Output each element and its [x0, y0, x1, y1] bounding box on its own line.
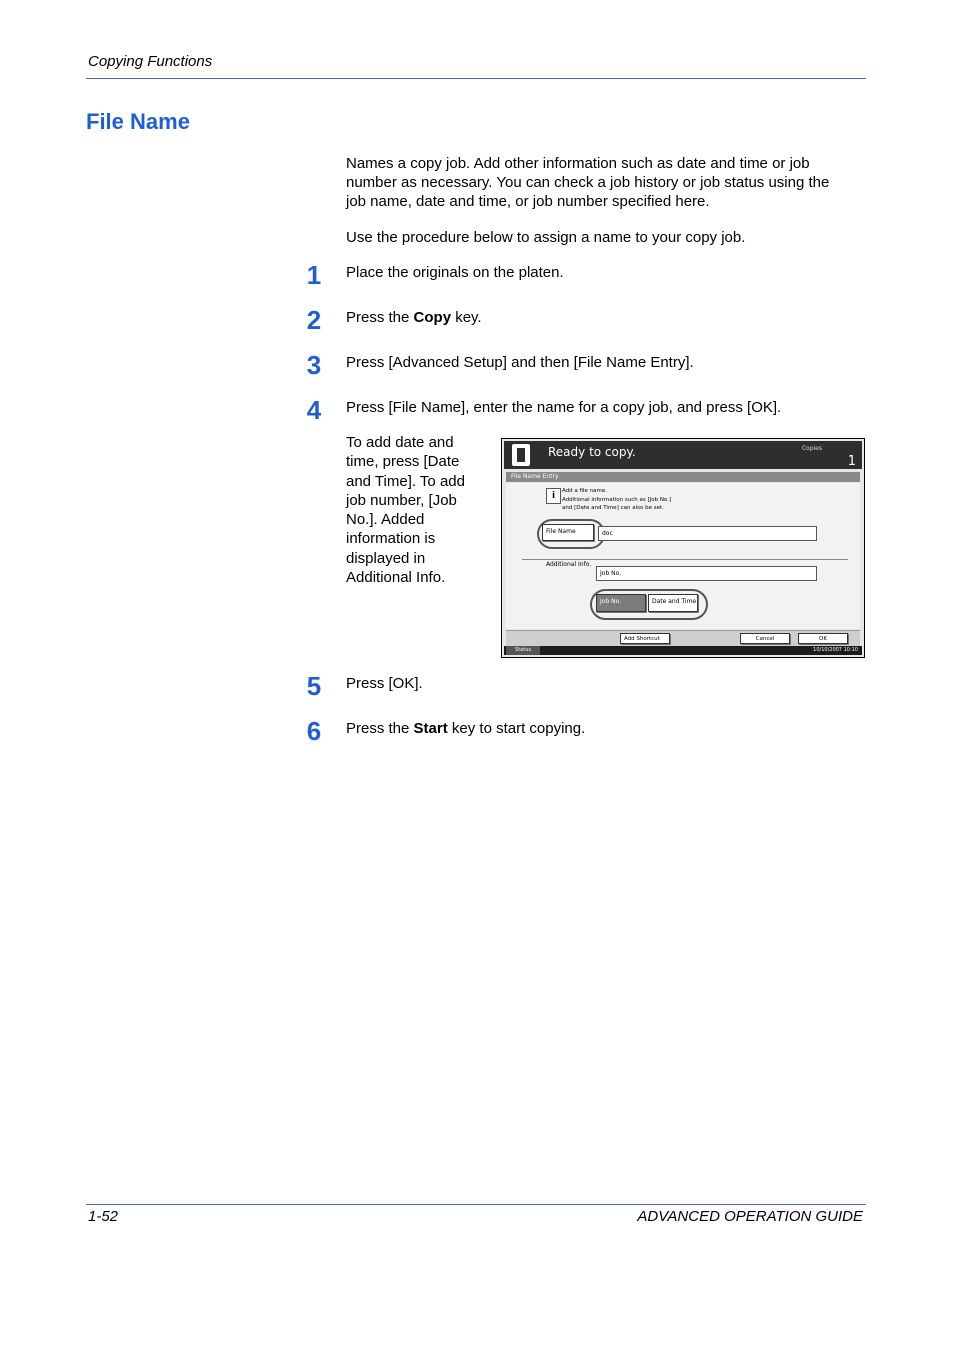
message-line: and [Date and Time] can also be set. [562, 505, 664, 511]
header-rule [86, 78, 866, 79]
additional-info-label: Additional Info. [546, 561, 592, 568]
date-and-time-button[interactable]: Date and Time [648, 594, 698, 612]
step-text-5: Press [OK]. [346, 675, 423, 692]
panel-status-bar [504, 441, 862, 469]
file-name-field[interactable]: doc [598, 526, 817, 541]
panel-body [506, 483, 860, 629]
intro-paragraph [346, 154, 866, 211]
additional-info-field: Job No. [596, 566, 817, 581]
note-line: To add date and [346, 434, 454, 451]
note-line: No.]. Added [346, 511, 425, 529]
add-shortcut-button[interactable]: Add Shortcut [620, 633, 670, 644]
panel-footer [504, 646, 862, 655]
panel-message [562, 487, 762, 513]
intro-line: Names a copy job. Add other information such as date and time or job [346, 155, 810, 172]
divider [522, 559, 848, 560]
copies-label: Copies [801, 445, 822, 452]
operation-panel-screenshot [501, 438, 865, 658]
step-text-4: Press [File Name], enter the name for a copy job, and press [OK]. [346, 399, 782, 416]
note-line: time, press [Date [346, 453, 460, 471]
step-number-2: 2 [306, 305, 322, 335]
intro-line: number as necessary. You can check a job history or job status using the [346, 174, 830, 191]
step-text-3: Press [Advanced Setup] and then [File Name Entry]. [346, 354, 694, 371]
job-no-button[interactable]: Job No. [596, 594, 646, 612]
status-button[interactable]: Status [506, 646, 540, 655]
file-name-button[interactable]: File Name [542, 524, 594, 541]
page-number: 1-52 [88, 1208, 119, 1225]
intro-line: job name, date and time, or job number specified here. [346, 193, 710, 210]
procedure-intro: Use the procedure below to assign a name to your copy job. [346, 229, 746, 246]
section-title: File Name [86, 109, 190, 134]
guide-title: ADVANCED OPERATION GUIDE [637, 1208, 863, 1225]
date-time-readout: 10/10/2007 10:10 [813, 647, 858, 653]
step-text-1: Place the originals on the platen. [346, 264, 564, 281]
note-line: information is [346, 530, 436, 548]
ok-button[interactable]: OK [798, 633, 848, 644]
copies-count: 1 [847, 454, 856, 469]
message-line: Additional information such as [Job No.] [562, 496, 672, 503]
step-number-6: 6 [306, 716, 322, 746]
step-number-1: 1 [306, 260, 322, 290]
screen-title: File Name Entry [506, 472, 860, 482]
footer-rule [86, 1204, 866, 1205]
step-text-6: Press the Start key to start copying. [346, 720, 586, 737]
note-line: and Time]. To add [346, 472, 465, 490]
step-number-4: 4 [306, 395, 322, 425]
info-icon: i [546, 488, 561, 504]
step-text-2: Press the Copy key. [346, 309, 482, 326]
running-head: Copying Functions [88, 53, 213, 70]
cancel-button[interactable]: Cancel [740, 633, 790, 644]
step-number-3: 3 [306, 350, 322, 380]
ready-message: Ready to copy. [548, 445, 636, 459]
document-icon [512, 444, 530, 466]
panel-action-bar [506, 630, 860, 647]
note-line: Additional Info. [346, 569, 446, 587]
note-line: job number, [Job [346, 491, 457, 509]
note-line: displayed in [346, 549, 426, 567]
step-4-note [346, 433, 486, 587]
step-number-5: 5 [306, 671, 322, 701]
message-line: Add a file name. [562, 488, 607, 494]
